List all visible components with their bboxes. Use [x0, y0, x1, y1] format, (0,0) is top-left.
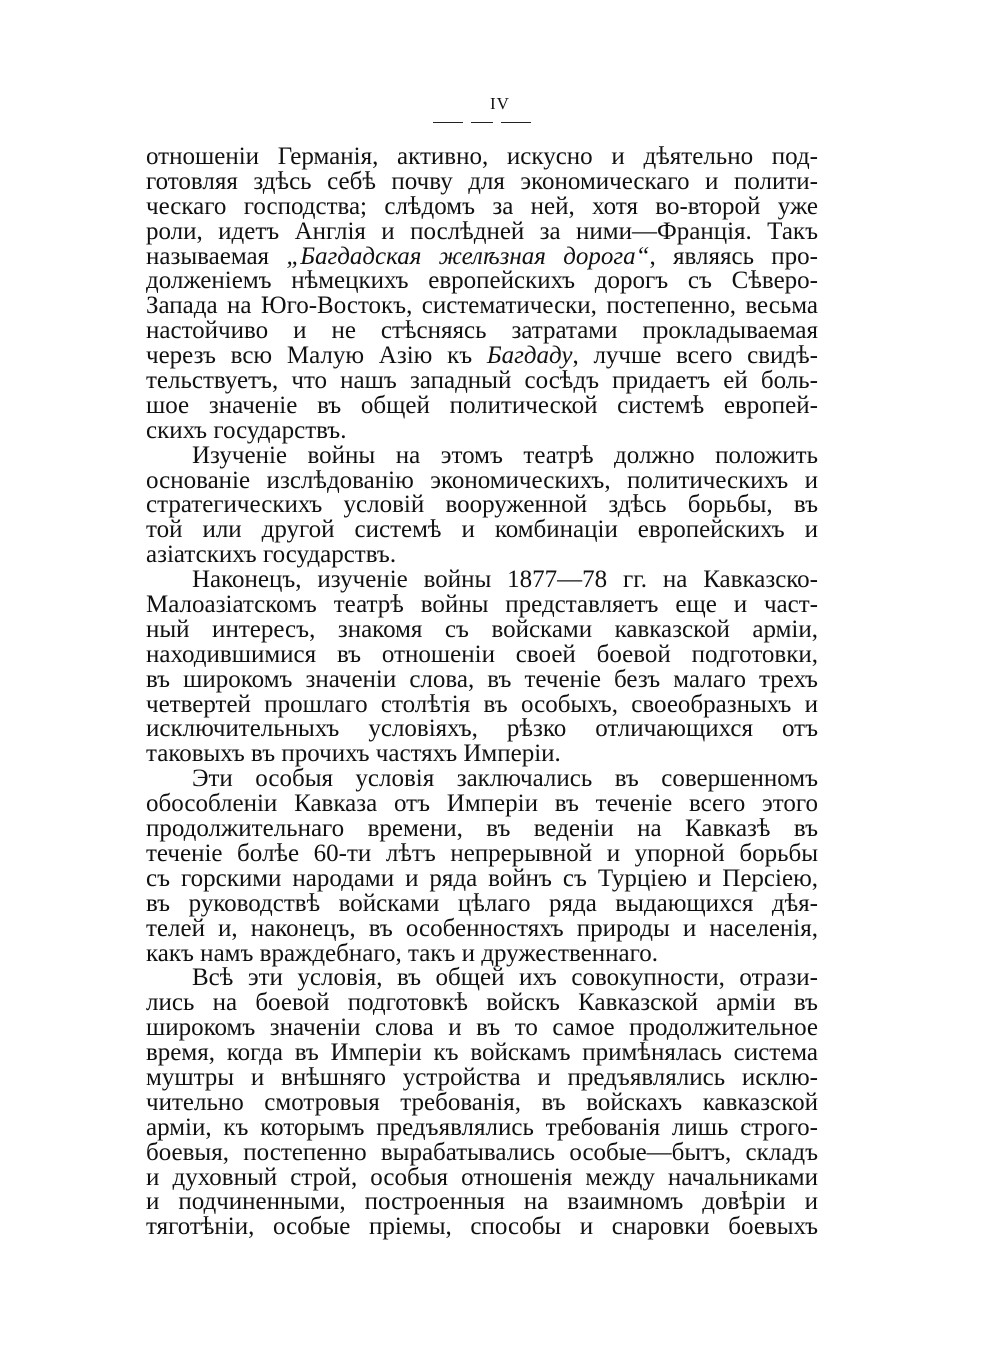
text-line: находившимися въ отношенiи своей боевой подготовки,: [146, 640, 818, 668]
text-fragment: черезъ всю Малую Азiю къ: [146, 342, 473, 370]
text-line: Изученiе войны на этомъ театрѣ должно положить: [192, 441, 818, 469]
text-line: основанiе изслѣдованiю экономическихъ, политическихъ и: [146, 466, 818, 494]
text-line: лись на боевой подготовкѣ войскъ Кавказской армiи въ: [146, 989, 818, 1017]
text-line: обособленiи Кавказа отъ Имперiи въ теченiе всего этого: [146, 790, 818, 818]
text-line: въ широкомъ значенiи слова, въ теченiе безъ малаго трехъ: [146, 665, 818, 693]
italic-title: „Багдадская желѣзная дорога“: [286, 242, 650, 270]
text-line: съ горскими народами и ряда войнъ съ Турцiею и Персiею,: [146, 864, 818, 892]
header-rule: [433, 122, 531, 123]
text-line: широкомъ значенiи слова и въ то самое продолжительное: [146, 1014, 818, 1042]
text-line: и духовный строй, особыя отношенiя между начальниками: [146, 1163, 818, 1191]
text-line: тельствуетъ, что нашъ западный сосѣдъ придаетъ ей боль-: [146, 367, 818, 395]
text-fragment: называемая: [146, 242, 270, 270]
text-line: Малоазiатскомъ театрѣ войны представляетъ еще и част-: [146, 591, 818, 619]
text-line: въ руководствѣ войсками цѣлаго ряда выдающихся дѣя-: [146, 889, 818, 917]
text-line: Запада на Юго-Востокъ, систематически, постепенно, весьма: [146, 292, 818, 320]
text-line: [146, 242, 818, 270]
page-text: [146, 145, 818, 1240]
text-fragment: , являясь про-: [649, 242, 818, 270]
text-line: стратегическихъ условiй вооруженной здѣсь борьбы, въ: [146, 491, 818, 519]
text-fragment: , лучше всего свидѣ-: [572, 342, 819, 370]
text-line: Эти особыя условiя заключались въ совершенномъ: [192, 765, 818, 793]
text-line: готовляя здѣсь себѣ почву для экономическаго и полити-: [146, 167, 818, 195]
text-line: чительно смотровыя требованiя, въ войскахъ кавказской: [146, 1088, 818, 1116]
text-line: муштры и внѣшняго устройства и предъявлялись исклю-: [146, 1063, 818, 1091]
text-line: [146, 344, 818, 369]
text-line: и подчиненными, построенныя на взаимномъ довѣрiи и: [146, 1188, 818, 1216]
text-line: скихъ государствъ.: [146, 416, 347, 444]
text-line: ческаго господства; слѣдомъ за ней, хотя во-второй уже: [146, 192, 818, 220]
text-line: продолжительнаго времени, въ веденiи на Кавказѣ въ: [146, 815, 818, 843]
text-line: какъ намъ враждебнаго, такъ и дружественнаго.: [146, 939, 658, 967]
text-line: тяготѣнiи, особые прiемы, способы и снаровки боевыхъ: [146, 1213, 818, 1241]
text-line: время, когда въ Имперiи къ войскамъ примѣнялась система: [146, 1039, 818, 1067]
text-line: таковыхъ въ прочихъ частяхъ Имперiи.: [146, 740, 561, 768]
page-number: IV: [490, 94, 510, 113]
text-line: ный интересъ, знакомя съ войсками кавказской армiи,: [146, 615, 818, 643]
text-line: теченiе болѣе 60-ти лѣтъ непрерывной и упорной борьбы: [146, 839, 818, 867]
text-line: той или другой системѣ и комбинацiи европейскихъ и: [146, 516, 818, 544]
text-line: армiи, къ которымъ предъявлялись требованiя лишь строго-: [146, 1113, 818, 1141]
text-line: роли, идетъ Англiя и послѣдней за ними—Францiя. Такъ: [146, 217, 818, 245]
italic-place: Багдаду: [486, 342, 573, 370]
text-line: долженiемъ нѣмецкихъ европейскихъ дорогъ съ Сѣверо-: [146, 267, 818, 295]
text-line: Всѣ эти условiя, въ общей ихъ совокупности, отрази-: [192, 964, 818, 992]
text-line: боевыя, постепенно вырабатывались особые—бытъ, складъ: [146, 1138, 818, 1166]
text-line: азiатскихъ государствъ.: [146, 541, 397, 569]
text-line: настойчиво и не стѣсняясь затратами прокладываемая: [146, 317, 818, 345]
text-line: Наконецъ, изученiе войны 1877—78 гг. на Кавказско-: [192, 566, 818, 594]
text-line: отношенiи Германiя, активно, искусно и дѣятельно под-: [146, 143, 818, 170]
text-line: шое значенiе въ общей политической системѣ европей-: [146, 391, 818, 419]
text-line: четвертей прошлаго столѣтiя въ особыхъ, своеобразныхъ и: [146, 690, 818, 718]
text-line: исключительныхъ условiяхъ, рѣзко отличающихся отъ: [146, 715, 818, 743]
text-line: телей и, наконецъ, въ особенностяхъ природы и населенiя,: [146, 914, 818, 942]
